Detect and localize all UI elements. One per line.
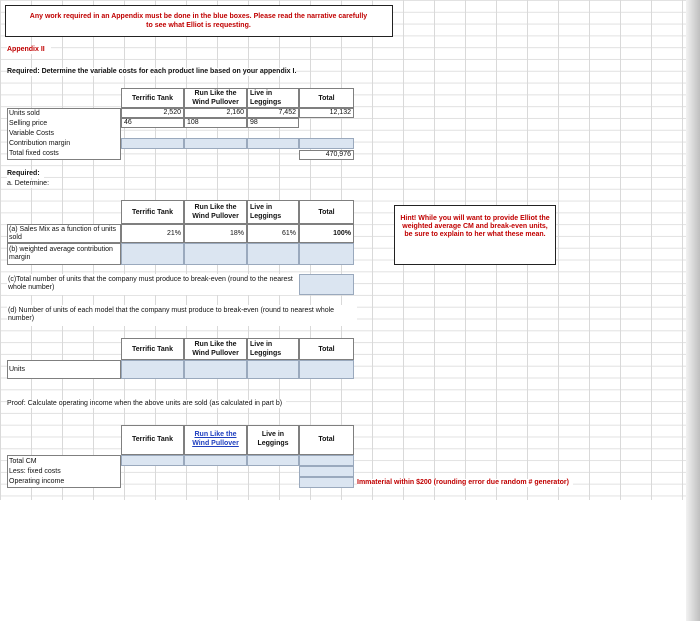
sales-mix-terrific: 21% <box>121 224 184 243</box>
row-label-operating-income: Operating income <box>9 478 65 485</box>
page-edge-shadow <box>686 0 700 621</box>
header3-live-in-leggings: Live in Leggings <box>247 338 299 360</box>
row-label-sales-mix: (a) Sales Mix as a function of units sold <box>7 224 121 243</box>
row-label-total-fixed-costs: Total fixed costs <box>9 150 59 157</box>
hint-text: Hint! While you will want to provide Elliot the weighted average CM and break-even units, be sure to explain to her what these mean. <box>400 215 550 238</box>
variable-cost-input-run-like[interactable] <box>184 138 247 149</box>
fixed-costs-input-total[interactable] <box>299 466 354 477</box>
sales-mix-run-like: 18% <box>184 224 247 243</box>
row-label-total-cm: Total CM <box>9 458 37 465</box>
hint-box <box>394 205 556 265</box>
total-fixed-costs-value: 470,976 <box>299 150 354 160</box>
header3-terrific-tank: Terrific Tank <box>121 338 184 360</box>
units-sold-run-like: 2,160 <box>184 108 247 118</box>
total-cm-input-total[interactable] <box>299 455 354 466</box>
weighted-cm-input-leggings[interactable] <box>247 243 299 265</box>
header-live-in-leggings: Live in Leggings <box>247 88 299 108</box>
header2-live-in-leggings: Live in Leggings <box>247 200 299 224</box>
break-even-units-input-terrific[interactable] <box>121 360 184 379</box>
header2-terrific-tank: Terrific Tank <box>121 200 184 224</box>
selling-price-leggings: 98 <box>247 118 299 128</box>
variable-cost-input-leggings[interactable] <box>247 138 299 149</box>
variable-cost-input-total[interactable] <box>299 138 354 149</box>
required-heading-1: Required: Determine the variable costs for each product line based on your appendix I. <box>7 68 297 75</box>
header4-total: Total <box>299 425 354 455</box>
sales-mix-total: 100% <box>299 224 354 243</box>
row-label-weighted-cm: (b) weighted average contribution margin <box>7 243 121 265</box>
header-total: Total <box>299 88 354 108</box>
header4-live-in-leggings: Live in Leggings <box>247 425 299 455</box>
row-label-selling-price: Selling price <box>9 120 48 127</box>
question-c-text: (c)Total number of units that the company must produce to break-even (round to the nearest whole number) <box>7 274 299 295</box>
selling-price-run-like: 108 <box>184 118 247 128</box>
weighted-cm-input-run-like[interactable] <box>184 243 247 265</box>
banner-line-1: Any work required in an Appendix must be done in the blue boxes. Please read the narrative carefully <box>29 13 368 20</box>
row-label-contribution-margin: Contribution margin <box>9 140 71 147</box>
row-labels-block <box>7 108 121 160</box>
operating-income-input-total[interactable] <box>299 477 354 488</box>
banner-line-2: to see what Elliot is requesting. <box>146 22 251 29</box>
weighted-cm-input-terrific[interactable] <box>121 243 184 265</box>
break-even-total-units-input[interactable] <box>299 274 354 295</box>
question-d-text: (d) Number of units of each model that the company must produce to break-even (round to nearest whole number) <box>7 305 357 326</box>
break-even-units-input-leggings[interactable] <box>247 360 299 379</box>
total-cm-input-run-like[interactable] <box>184 455 247 466</box>
row-label-units-sold: Units sold <box>9 110 40 117</box>
required-heading-2: Required: <box>7 170 44 178</box>
appendix-title: Appendix II <box>7 46 51 54</box>
units-sold-total: 12,132 <box>299 108 354 118</box>
row-labels-block-4 <box>7 455 121 488</box>
selling-price-terrific: 46 <box>121 118 184 128</box>
break-even-units-input-run-like[interactable] <box>184 360 247 379</box>
units-sold-terrific: 2,520 <box>121 108 184 118</box>
sales-mix-leggings: 61% <box>247 224 299 243</box>
header4-terrific-tank: Terrific Tank <box>121 425 184 455</box>
header-run-like-the-wind: Run Like the Wind Pullover <box>184 88 247 108</box>
row-label-less-fixed-costs: Less: fixed costs <box>9 468 61 475</box>
total-cm-input-leggings[interactable] <box>247 455 299 466</box>
units-sold-leggings: 7,452 <box>247 108 299 118</box>
header3-total: Total <box>299 338 354 360</box>
variable-cost-input-terrific[interactable] <box>121 138 184 149</box>
row-label-units: Units <box>7 360 121 379</box>
header2-total: Total <box>299 200 354 224</box>
instruction-banner <box>5 5 393 37</box>
header-terrific-tank: Terrific Tank <box>121 88 184 108</box>
weighted-cm-input-total[interactable] <box>299 243 354 265</box>
header4-run-like-the-wind: Run Like the Wind Pullover <box>184 425 247 455</box>
total-cm-input-terrific[interactable] <box>121 455 184 466</box>
proof-text: Proof: Calculate operating income when the above units are sold (as calculated in part b) <box>7 400 286 408</box>
immaterial-note: Immaterial within $200 (rounding error due random # generator) <box>357 479 573 487</box>
header3-run-like-the-wind: Run Like the Wind Pullover <box>184 338 247 360</box>
header2-run-like-the-wind: Run Like the Wind Pullover <box>184 200 247 224</box>
row-label-variable-costs: Variable Costs <box>9 130 55 137</box>
required-sub-a: a. Determine: <box>7 180 53 188</box>
break-even-units-input-total[interactable] <box>299 360 354 379</box>
